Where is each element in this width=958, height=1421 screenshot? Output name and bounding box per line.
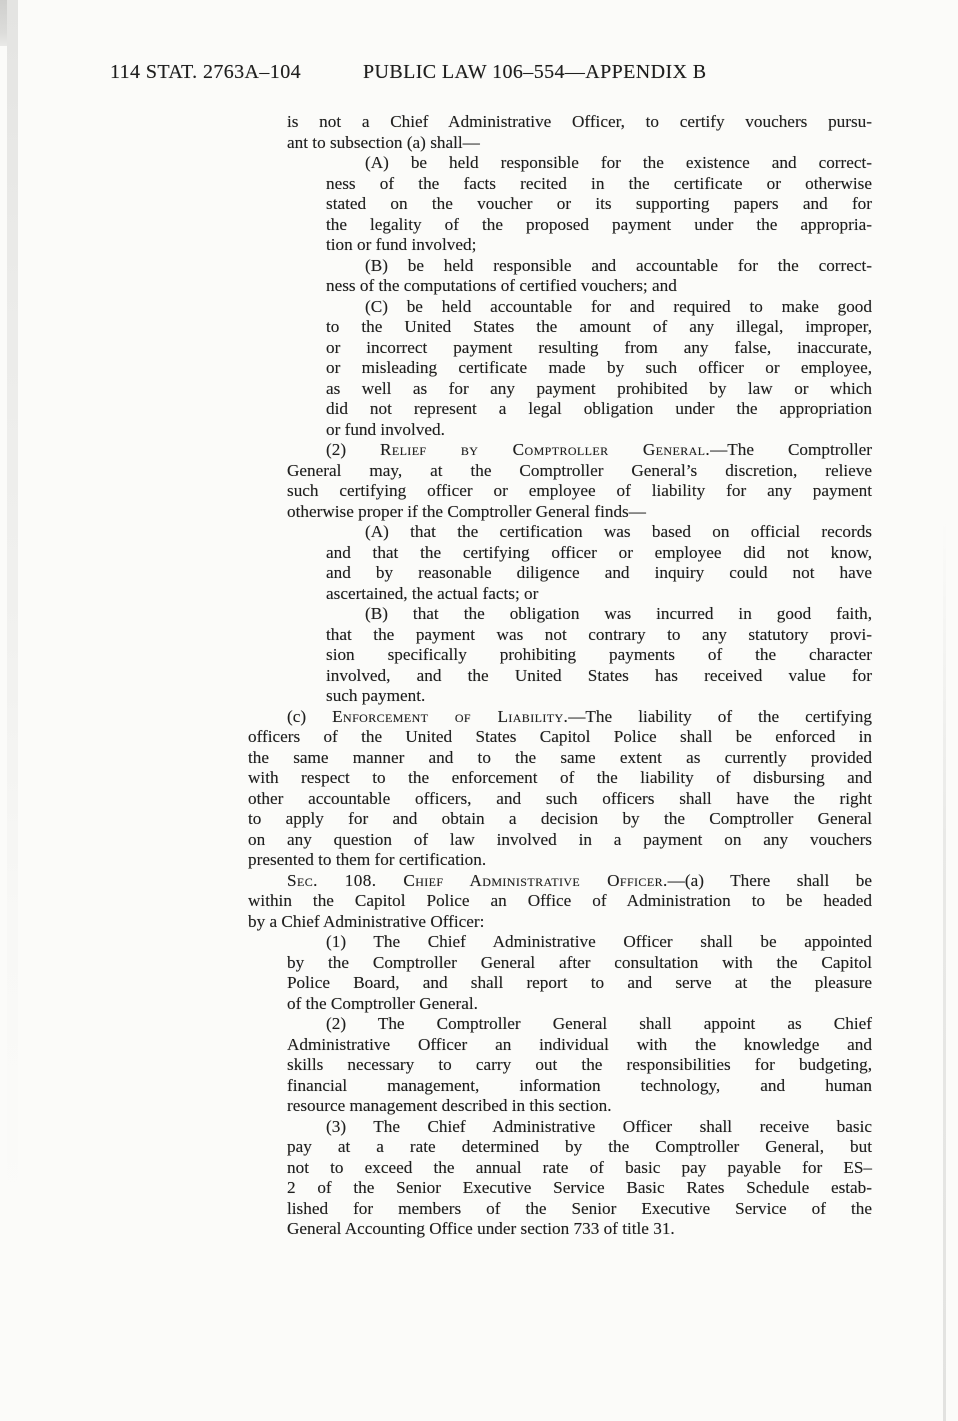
text-run: (C) be held accountable for and required to make good [365,296,872,316]
text-line [326,297,872,318]
text-line [326,215,872,236]
text-run: stated on the voucher or its supporting papers and for [326,194,872,213]
stat-citation: 114 STAT. 2763A–104 [110,61,301,83]
text-run: ant to subsection (a) shall— [287,132,480,152]
text-run: sion specifically prohibiting payments of the character [326,645,872,664]
paragraph [326,297,872,441]
text-line [248,850,872,871]
text-line [326,604,872,625]
text-run: financial management, information technology, and human [287,1075,872,1095]
text-run: tion or fund involved; [326,235,477,254]
text-line [326,645,872,666]
text-run: officers of the United States Capitol Police shall be enforced in [248,727,872,746]
text-run: involved, and the United States has received value for [326,665,872,685]
text-line [326,338,872,359]
text-run: presented to them for certification. [248,850,487,869]
text-run: within the Capitol Police an Office of Administration to be headed [248,891,872,910]
text-run: and that the certifying officer or employee did not know, [326,542,872,562]
paragraph [326,604,872,707]
text-line [287,112,872,133]
text-line [248,809,872,830]
paragraph [326,522,872,604]
text-run: (c) [287,706,333,726]
text-line [326,256,872,277]
text-line [326,358,872,379]
text-line [287,973,872,994]
text-line [248,789,872,810]
text-line [287,1178,872,1199]
text-run: (B) be held responsible and accountable for the correct- [365,255,872,275]
text-run: (A) be held responsible for the existence and correct- [365,153,872,172]
paragraph [326,153,872,256]
text-line [326,276,872,297]
text-run: such payment. [326,686,426,705]
paragraph [248,707,872,871]
scan-edge-shadow-left [7,0,18,1421]
text-run: —The liability of the certifying [568,706,872,726]
text-line [287,1199,872,1220]
text-line [287,953,872,974]
text-run: General Accounting Office under section 733 of title 31. [287,1219,675,1238]
text-run: the legality of the proposed payment under the appropria- [326,214,872,234]
text-line [326,625,872,646]
text-line [287,1035,872,1056]
small-caps-run: Sec. 108. Chief Administrative Officer. [287,870,668,890]
text-line [326,420,872,441]
text-run: or incorrect payment resulting from any false, inaccurate, [326,337,872,357]
text-run: other accountable officers, and such officers shall have the right [248,788,872,808]
text-line [248,707,872,728]
text-run: that the payment was not contrary to any statutory provi- [326,624,872,644]
text-line [287,502,872,523]
law-title: PUBLIC LAW 106–554—APPENDIX B [363,61,707,83]
text-line [326,522,872,543]
text-run: Administrative Officer an individual with the knowledge and [287,1034,872,1054]
text-line [287,481,872,502]
text-run: resource management described in this section. [287,1096,612,1115]
text-line [326,379,872,400]
text-run: such certifying officer or employee of liability for any payment [287,481,872,500]
text-run: (1) The Chief Administrative Officer shall be appointed [326,932,872,951]
text-line [326,153,872,174]
paragraph [326,256,872,297]
text-line [248,748,872,769]
text-line [326,399,872,420]
text-run: or fund involved. [326,419,445,439]
text-line [287,1055,872,1076]
text-run: otherwise proper if the Comptroller General finds— [287,501,646,521]
text-line [287,1137,872,1158]
text-line [287,994,872,1015]
text-run: ness of the computations of certified vouchers; and [326,276,677,295]
text-run: ness of the facts recited in the certificate or otherwise [326,173,872,193]
text-run: (2) [326,440,380,459]
text-run: (B) that the obligation was incurred in good faith, [365,604,872,623]
paragraph [287,440,872,522]
text-run: did not represent a legal obligation under the appropriation [326,399,872,418]
text-run: 2 of the Senior Executive Service Basic Rates Schedule estab- [287,1178,872,1197]
text-line [287,932,872,953]
text-run: (2) The Comptroller General shall appoint as Chief [326,1014,872,1033]
text-run: —(a) There shall be [667,870,872,890]
text-line [287,1219,872,1240]
text-run: (A) that the certification was based on official records [365,522,872,541]
text-line [326,317,872,338]
text-line [326,543,872,564]
small-caps-run: Relief by Comptroller General. [379,440,711,459]
text-run: is not a Chief Administrative Officer, to certify vouchers pursu- [287,112,872,131]
text-line [326,686,872,707]
text-run: pay at a rate determined by the Comptroller General, but [287,1137,872,1156]
text-run: —The Comptroller [710,440,872,459]
text-line [326,563,872,584]
text-line [287,1158,872,1179]
text-run: and by reasonable diligence and inquiry could not have [326,563,872,582]
text-line [287,1076,872,1097]
text-run: skills necessary to carry out the responsibilities for budgeting, [287,1055,872,1074]
text-line [287,1096,872,1117]
text-run: Police Board, and shall report to and serve at the pleasure [287,973,872,992]
paragraph [287,1014,872,1117]
text-run: (3) The Chief Administrative Officer shall receive basic [326,1116,872,1136]
text-run: to apply for and obtain a decision by the Comptroller General [248,809,872,828]
text-line [287,461,872,482]
text-line [287,440,872,461]
text-run: by the Comptroller General after consultation with the Capitol [287,952,872,972]
text-line [326,584,872,605]
text-run: the same manner and to the same extent as currently provided [248,747,872,767]
text-line [326,235,872,256]
text-line [248,871,872,892]
text-line [248,768,872,789]
text-line [287,133,872,154]
text-run: ascertained, the actual facts; or [326,583,539,603]
text-run: not to exceed the annual rate of basic pay payable for ES– [287,1157,872,1177]
text-line [248,727,872,748]
text-line [326,174,872,195]
text-line [326,194,872,215]
text-line [248,891,872,912]
text-line [326,666,872,687]
small-caps-run: Enforcement of Liability. [332,706,569,726]
paragraph [248,871,872,933]
text-run: or misleading certificate made by such officer or employee, [326,358,872,377]
text-run: General may, at the Comptroller General’s discretion, relieve [287,460,872,480]
scan-edge-line-right [943,520,946,1421]
text-line [287,1117,872,1138]
text-run: lished for members of the Senior Executive Service of the [287,1198,872,1218]
text-run: of the Comptroller General. [287,993,478,1013]
statute-body [248,112,872,1240]
text-run: on any question of law involved in a payment on any vouchers [248,829,872,849]
text-line [287,1014,872,1035]
text-run: with respect to the enforcement of the liability of disbursing and [248,768,872,787]
paragraph [287,112,872,153]
text-line [248,830,872,851]
text-run: as well as for any payment prohibited by law or which [326,378,872,398]
text-run: by a Chief Administrative Officer: [248,911,485,931]
text-line [248,912,872,933]
paragraph [287,932,872,1014]
text-run: to the United States the amount of any illegal, improper, [326,317,872,336]
paragraph [287,1117,872,1240]
